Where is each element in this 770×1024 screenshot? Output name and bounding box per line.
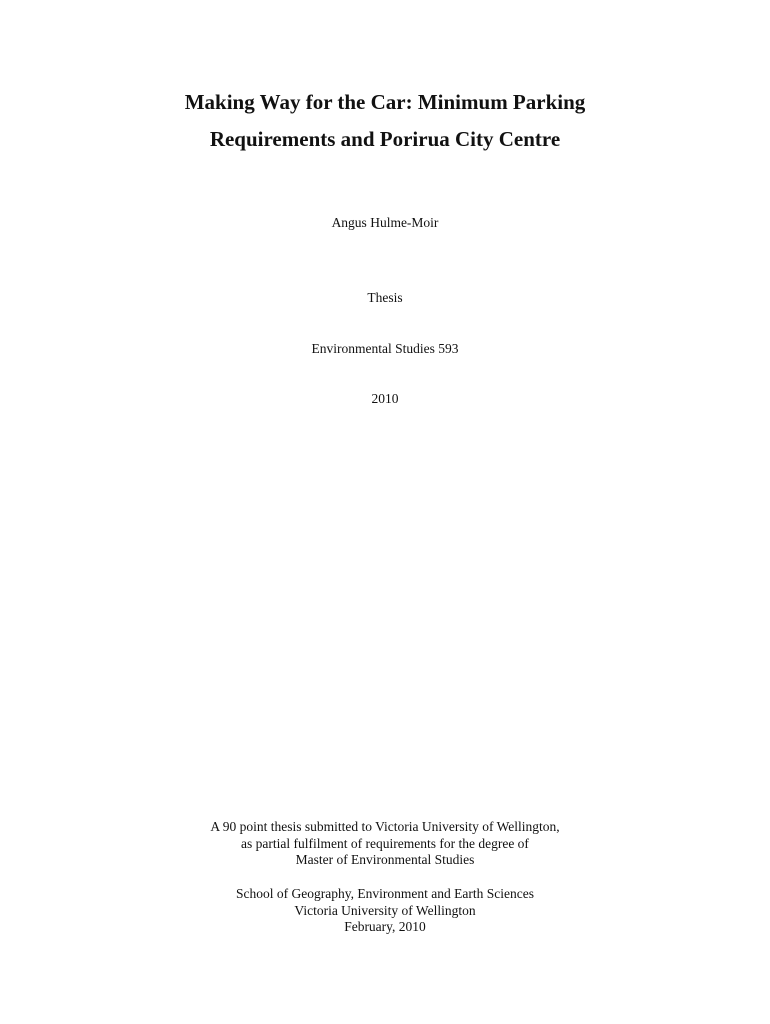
- author-name: Angus Hulme-Moir: [331, 215, 439, 230]
- submission-degree: Master of Environmental Studies: [295, 852, 475, 867]
- submission-line-2: as partial fulfilment of requirements for the degree of: [241, 836, 529, 851]
- document-type: Thesis: [367, 290, 403, 305]
- submission-line-1: A 90 point thesis submitted to Victoria University of Wellington,: [210, 819, 560, 834]
- university-name: Victoria University of Wellington: [294, 903, 476, 918]
- thesis-title-line-1: Making Way for the Car: Minimum Parking: [184, 90, 586, 114]
- thesis-title-line-2: Requirements and Porirua City Centre: [209, 127, 561, 151]
- thesis-year: 2010: [371, 391, 399, 406]
- submission-date: February, 2010: [344, 919, 426, 934]
- school-name: School of Geography, Environment and Earth Sciences: [236, 886, 534, 901]
- course-name: Environmental Studies 593: [311, 341, 459, 356]
